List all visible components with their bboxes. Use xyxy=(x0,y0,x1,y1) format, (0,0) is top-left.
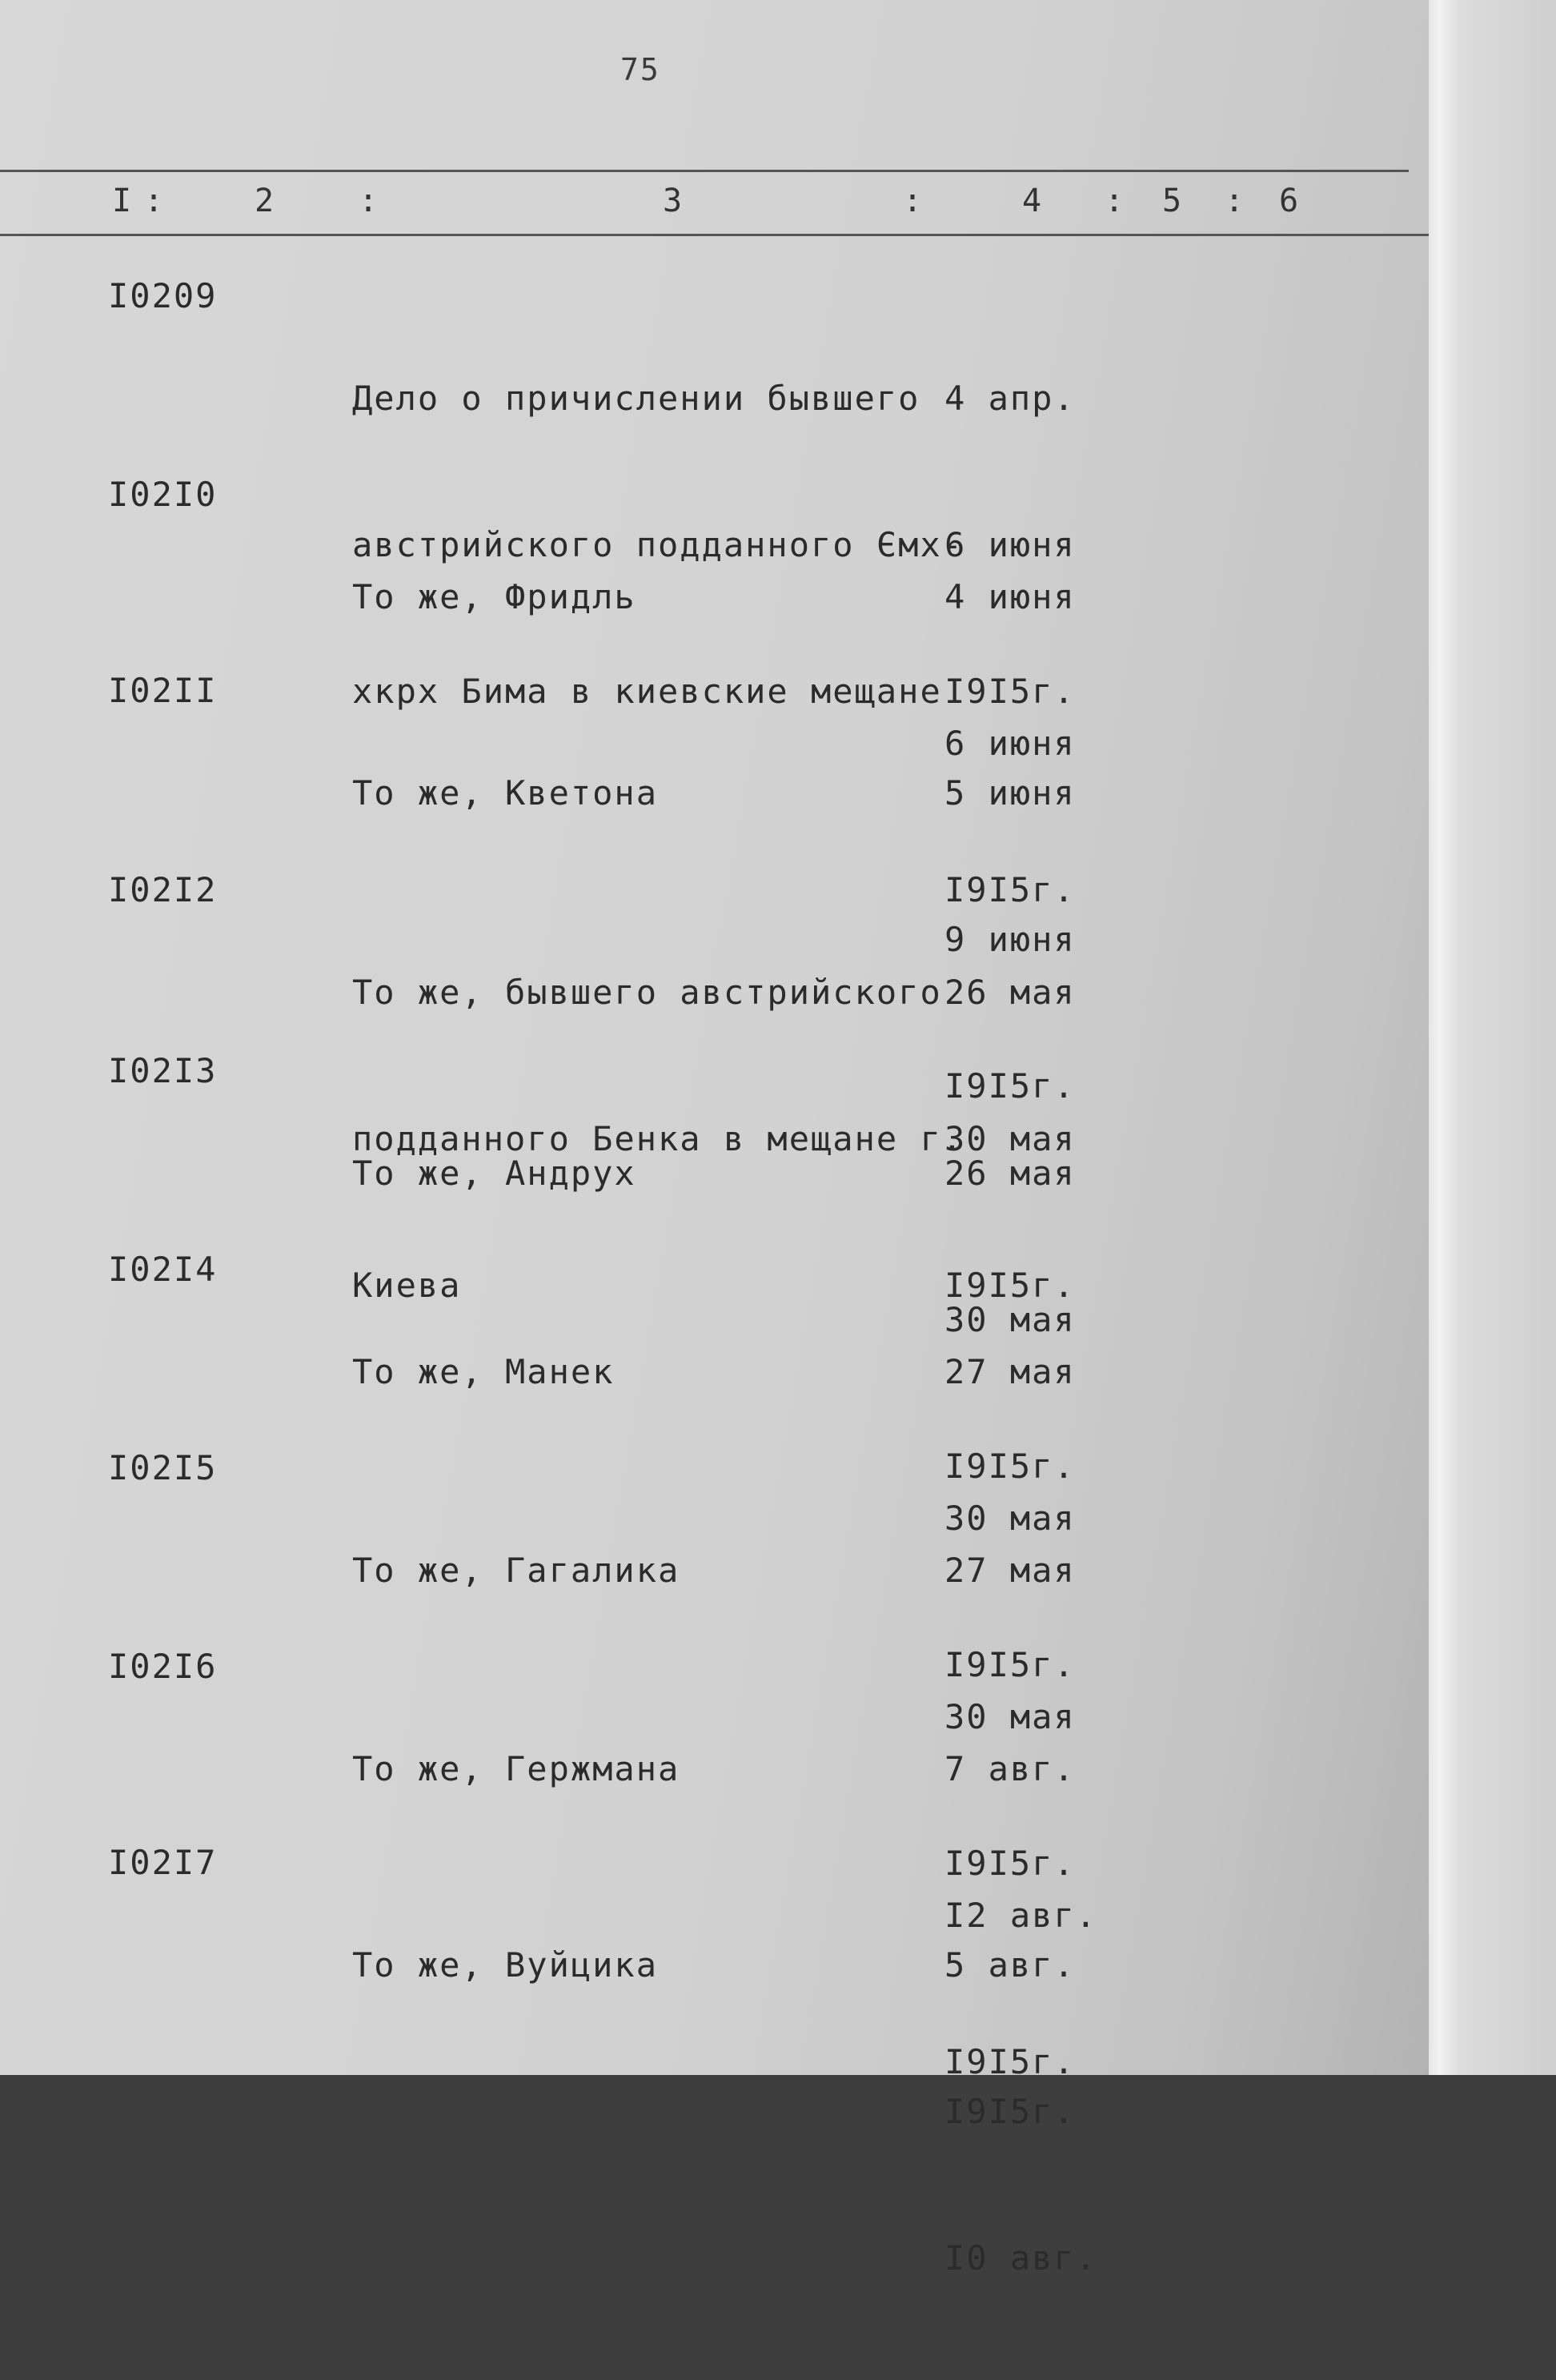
header-top-rule xyxy=(0,170,1409,172)
date-line: 27 мая xyxy=(944,1551,1076,1590)
date-line: 5 авг. xyxy=(944,1945,1076,1985)
case-number: I02I7 xyxy=(108,1843,218,1882)
description-line: Дело о причислении бывшего xyxy=(352,379,920,418)
date-line: 30 мая xyxy=(944,1499,1076,1538)
date-line: I0 авг. xyxy=(944,2238,1098,2278)
header-col-1: I xyxy=(112,183,132,219)
description-line: То же, Андрух xyxy=(352,1154,636,1193)
header-separator: : xyxy=(1105,183,1125,219)
case-number: I02II xyxy=(108,671,218,710)
date-line: 30 мая xyxy=(944,1119,1076,1158)
description-line: подданного Бенка в мещане г. xyxy=(352,1119,964,1158)
date-line: I2 авг. xyxy=(944,1896,1098,1935)
date-line: I9I5г. xyxy=(944,1266,1076,1305)
description-line: То же, Гагалика xyxy=(352,1551,680,1590)
header-separator: : xyxy=(903,183,923,219)
date-line: I9I5г. xyxy=(944,1066,1076,1106)
case-number: I02I6 xyxy=(108,1647,218,1686)
date-line: 6 июня xyxy=(944,724,1076,763)
date-line: I9I5г. xyxy=(944,2042,1076,2081)
case-number: I02I0 xyxy=(108,475,218,514)
date-line: 9 июня xyxy=(944,920,1076,959)
date-line: 30 мая xyxy=(944,1300,1076,1339)
date-line: 5 июня xyxy=(944,773,1076,813)
description-line: То же, Манек xyxy=(352,1352,615,1391)
date-line: 30 мая xyxy=(944,1697,1076,1736)
header-col-5: 5 xyxy=(1162,183,1182,219)
date-line: 27 мая xyxy=(944,1352,1076,1391)
description-line: То же, Гержмана xyxy=(352,1749,680,1788)
header-col-6: 6 xyxy=(1279,183,1299,219)
date-line: I9I5г. xyxy=(944,1447,1076,1486)
description-line: То же, бывшего австрийского xyxy=(352,973,942,1012)
header-separator: : xyxy=(1225,183,1245,219)
header-col-4: 4 xyxy=(1022,183,1042,219)
header-col-2: 2 xyxy=(255,183,275,219)
case-number: I02I4 xyxy=(108,1250,218,1289)
description-line: То же, Вуйцика xyxy=(352,1945,659,1985)
date-line: 26 мая xyxy=(944,973,1076,1012)
date-line: 4 апр. xyxy=(944,379,1076,418)
date-line: 26 мая xyxy=(944,1154,1076,1193)
date-line: I9I5г. xyxy=(944,870,1076,909)
date-line: I9I5г. xyxy=(944,672,1076,711)
date-line: I9I5г. xyxy=(944,2092,1076,2131)
date-line: 7 авг. xyxy=(944,1749,1076,1788)
case-number: I0209 xyxy=(108,276,218,315)
page-number: 75 xyxy=(620,52,660,87)
case-number: I02I5 xyxy=(108,1448,218,1487)
description-line: хкрх Бима в киевские мещане xyxy=(352,672,942,711)
date-line: I9I5г. xyxy=(944,1645,1076,1684)
header-separator: : xyxy=(144,183,164,219)
case-number: I02I3 xyxy=(108,1051,218,1090)
date-line: 6 июня xyxy=(944,525,1076,564)
header-separator: : xyxy=(359,183,379,219)
description-line: То же, Кветона xyxy=(352,773,659,813)
description-line: То же, Фридль xyxy=(352,577,636,616)
description-line: австрийского подданного Ємх- xyxy=(352,525,964,564)
header-col-3: 3 xyxy=(663,183,683,219)
case-description xyxy=(352,1843,658,2087)
case-number: I02I2 xyxy=(108,870,218,909)
page-edge xyxy=(1429,0,1556,2075)
date-line: 4 июня xyxy=(944,577,1076,616)
case-dates xyxy=(944,1843,1097,2380)
description-line: Киева xyxy=(352,1266,462,1305)
date-line: I9I5г. xyxy=(944,1844,1076,1883)
header-bottom-rule xyxy=(0,234,1433,236)
